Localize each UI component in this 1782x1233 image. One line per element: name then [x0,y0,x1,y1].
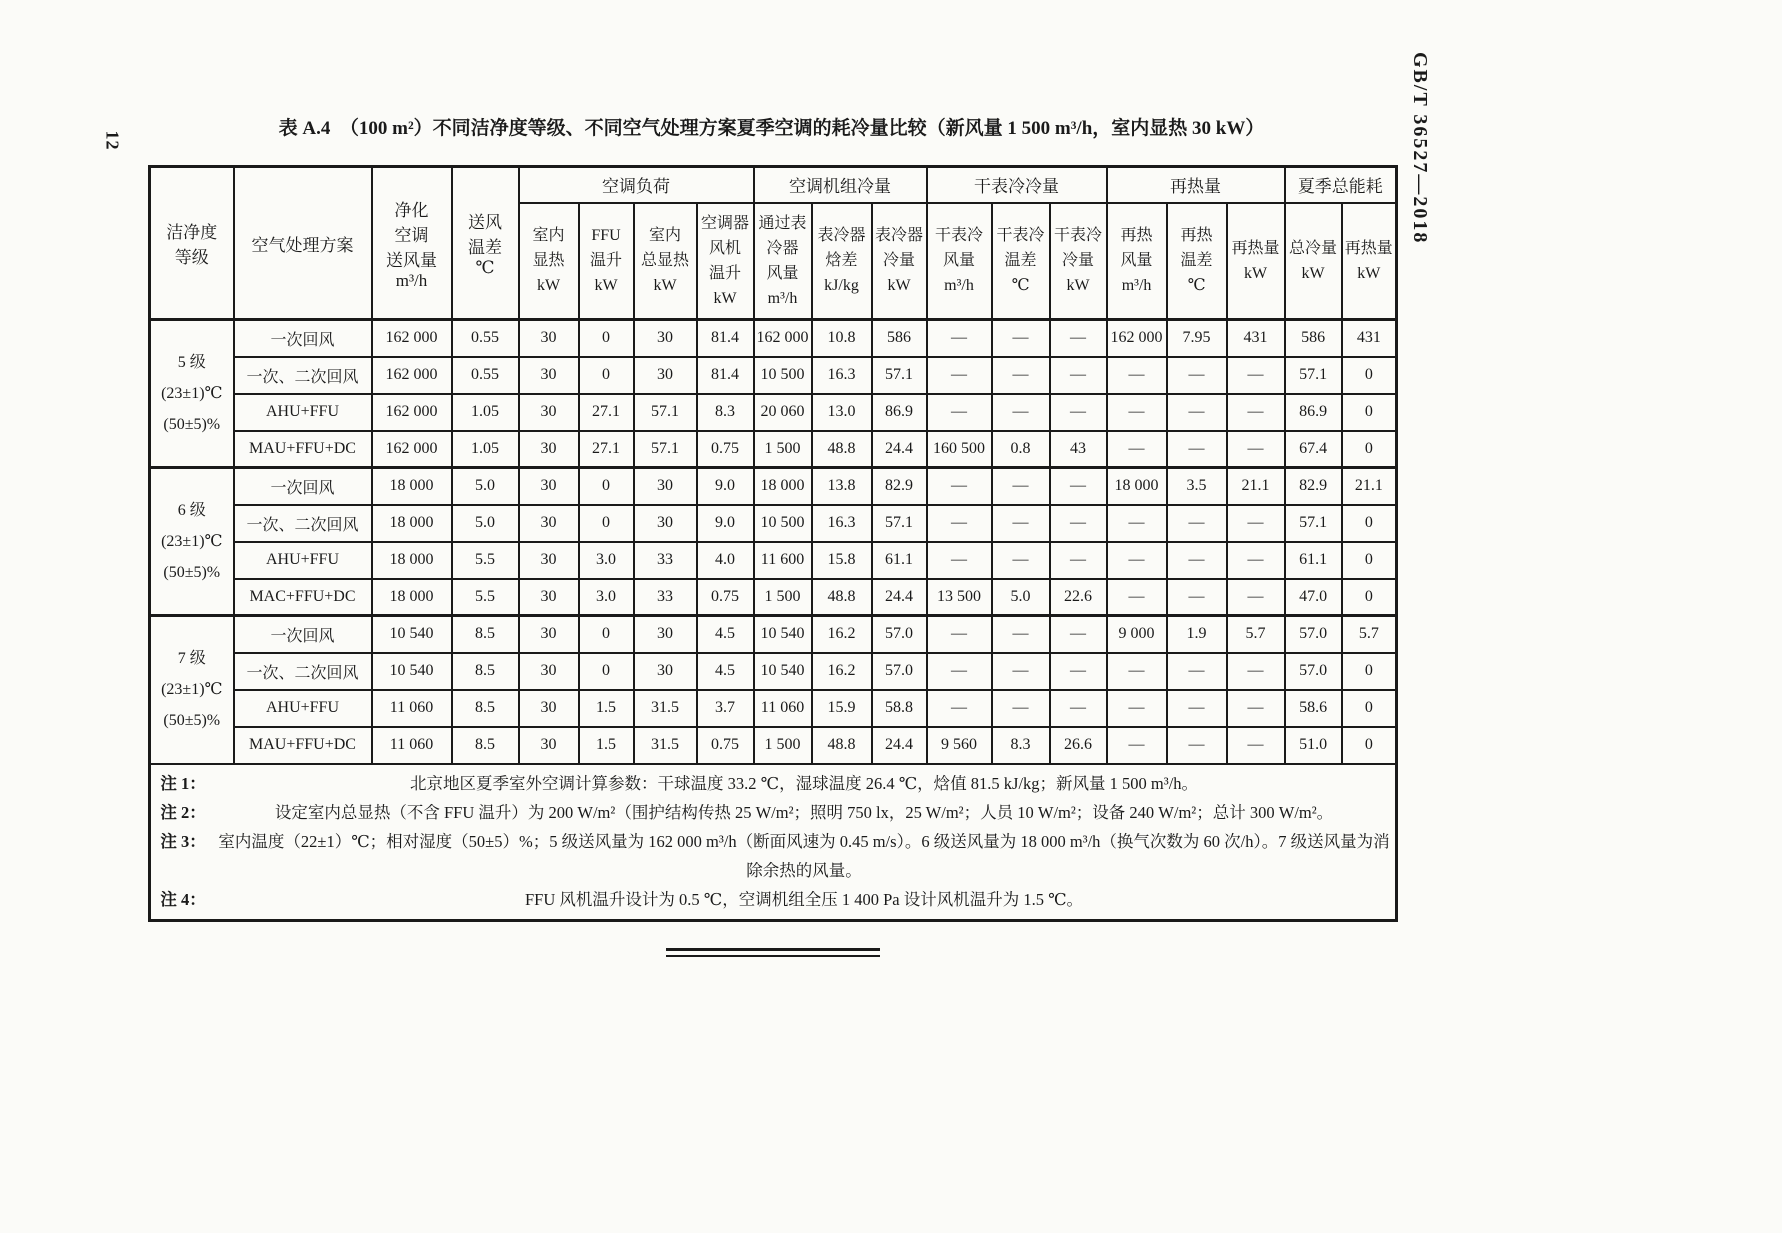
data-cell: 57.1 [634,394,697,431]
data-cell: 30 [519,579,579,616]
data-cell: — [927,468,992,505]
data-cell: — [1050,542,1107,579]
data-cell: 0 [1342,357,1397,394]
col-header-reheat-0: 再热 风量 m³/h [1107,203,1167,320]
data-cell: 16.3 [812,357,872,394]
data-cell: — [1050,616,1107,653]
data-cell: 0.55 [452,357,519,394]
data-cell: 33 [634,542,697,579]
data-cell: 5.0 [452,468,519,505]
data-cell: — [992,690,1050,727]
data-cell: 1 500 [754,579,812,616]
data-cell: — [992,320,1050,357]
data-cell: 15.9 [812,690,872,727]
data-cell: 9.0 [697,505,754,542]
data-cell: 15.8 [812,542,872,579]
note-3 [152,827,1394,885]
data-cell: 3.0 [579,542,634,579]
data-cell: 13.8 [812,468,872,505]
data-cell: 0.55 [452,320,519,357]
data-cell: 0.75 [697,431,754,468]
data-cell: 10 500 [754,357,812,394]
data-cell: — [927,357,992,394]
data-cell: 57.1 [634,431,697,468]
data-cell: 27.1 [579,431,634,468]
table-row [150,468,1397,505]
col-header-supply-air-volume: 净化 空调 送风量 m³/h [372,167,452,320]
data-cell: 57.0 [1285,653,1342,690]
data-cell: 10 540 [754,653,812,690]
data-cell: 3.0 [579,579,634,616]
data-cell: 86.9 [1285,394,1342,431]
page-number: 12 [102,130,123,151]
data-cell: 81.4 [697,357,754,394]
data-cell: 0 [579,320,634,357]
data-cell: 1.5 [579,727,634,764]
data-cell: — [992,653,1050,690]
data-cell: 30 [519,542,579,579]
col-header-ac-load-2: 室内 总显热 kW [634,203,697,320]
data-cell: 1 500 [754,431,812,468]
data-cell: 30 [519,357,579,394]
data-cell: — [1167,505,1227,542]
table-row [150,653,1397,690]
col-header-dry-coil-cooling-2: 干表冷 冷量 kW [1050,203,1107,320]
data-cell: 431 [1227,320,1285,357]
data-cell: — [1107,394,1167,431]
data-cell: 82.9 [1285,468,1342,505]
data-cell: — [927,616,992,653]
note-text: FFU 风机温升设计为 0.5 ℃，空调机组全压 1 400 Pa 设计风机温升为 1.5 ℃。 [525,890,1084,910]
data-cell: 162 000 [754,320,812,357]
data-cell: 30 [519,320,579,357]
note-2 [152,798,1394,827]
col-header-ahu-cooling-1: 表冷器 焓差 kJ/kg [812,203,872,320]
col-header-supply-temp-diff: 送风 温差 ℃ [452,167,519,320]
data-cell: 47.0 [1285,579,1342,616]
scheme-cell: AHU+FFU [234,542,372,579]
data-cell: 48.8 [812,727,872,764]
scheme-cell: 一次、二次回风 [234,505,372,542]
data-cell: 18 000 [372,579,452,616]
col-header-ahu-cooling-0: 通过表 冷器 风量 m³/h [754,203,812,320]
data-cell: 10 540 [372,616,452,653]
data-cell: 0 [1342,431,1397,468]
data-cell: — [1227,394,1285,431]
data-cell: — [1107,505,1167,542]
data-cell: — [1227,690,1285,727]
note-label: 注 1： [160,774,206,794]
data-cell: 30 [519,468,579,505]
data-cell: — [1167,394,1227,431]
data-cell: 48.8 [812,579,872,616]
data-cell: 9.0 [697,468,754,505]
data-cell: — [1050,690,1107,727]
data-cell: 8.5 [452,690,519,727]
data-cell: 0 [1342,394,1397,431]
table-row [150,431,1397,468]
data-cell: 0.8 [992,431,1050,468]
data-cell: 18 000 [372,468,452,505]
data-cell: 4.5 [697,653,754,690]
data-cell: 21.1 [1342,468,1397,505]
data-cell: 24.4 [872,431,927,468]
data-cell: — [992,505,1050,542]
group-header-ac-load: 空调负荷 [519,167,754,203]
data-cell: 0 [579,616,634,653]
note-label: 注 3： [160,832,206,852]
data-cell: 162 000 [372,320,452,357]
data-cell: 57.1 [1285,357,1342,394]
data-cell: 0 [579,468,634,505]
scheme-cell: MAC+FFU+DC [234,579,372,616]
data-cell: 61.1 [872,542,927,579]
data-cell: 0.75 [697,579,754,616]
data-cell: 8.5 [452,727,519,764]
col-header-ac-load-3: 空调器 风机 温升 kW [697,203,754,320]
data-cell: — [1227,505,1285,542]
data-cell: 0 [579,357,634,394]
data-cell: 57.1 [1285,505,1342,542]
table-row [150,727,1397,764]
col-header-air-scheme: 空气处理方案 [234,167,372,320]
data-cell: 20 060 [754,394,812,431]
data-cell: 18 000 [372,542,452,579]
data-cell: 8.5 [452,616,519,653]
note-text: 室内温度（22±1）℃；相对湿度（50±5）%；5 级送风量为 162 000 m³/h（断面风速为 0.45 m/s）。6 级送风量为 18 000 m³/h（换气次数为 60 次/h）。7 级送风量为消除余热的风量。 [218,832,1390,881]
data-cell: 0 [1342,727,1397,764]
data-cell: 0 [1342,690,1397,727]
data-cell: 4.0 [697,542,754,579]
data-cell: 30 [634,320,697,357]
data-cell: 160 500 [927,431,992,468]
data-cell: 10.8 [812,320,872,357]
data-cell: — [1050,394,1107,431]
data-cell: 30 [519,616,579,653]
data-cell: 48.8 [812,431,872,468]
data-cell: 22.6 [1050,579,1107,616]
col-header-summer-total-1: 再热量 kW [1342,203,1397,320]
data-cell: — [992,357,1050,394]
col-header-summer-total-0: 总冷量 kW [1285,203,1342,320]
group-header-reheat: 再热量 [1107,167,1285,203]
scheme-cell: MAU+FFU+DC [234,431,372,468]
data-cell: 30 [519,394,579,431]
data-cell: 30 [634,357,697,394]
data-cell: 8.5 [452,653,519,690]
data-cell: — [1107,653,1167,690]
data-cell: 4.5 [697,616,754,653]
data-cell: — [1050,653,1107,690]
data-cell: — [1167,542,1227,579]
data-cell: 30 [634,505,697,542]
data-cell: 30 [519,431,579,468]
data-cell: 7.95 [1167,320,1227,357]
data-cell: 1.9 [1167,616,1227,653]
class-label-class-5: 5 级 (23±1)℃ (50±5)% [150,320,234,468]
data-cell: 18 000 [372,505,452,542]
data-cell: 81.4 [697,320,754,357]
data-cell: 26.6 [1050,727,1107,764]
data-cell: 27.1 [579,394,634,431]
data-cell: — [992,616,1050,653]
data-cell: 86.9 [872,394,927,431]
table-row [150,690,1397,727]
data-cell: 16.3 [812,505,872,542]
data-cell: 30 [519,727,579,764]
col-header-ahu-cooling-2: 表冷器 冷量 kW [872,203,927,320]
data-cell: — [1227,727,1285,764]
data-cell: — [992,394,1050,431]
data-cell: — [927,690,992,727]
table-row [150,505,1397,542]
table-row [150,320,1397,357]
data-cell: 0 [579,505,634,542]
data-cell: — [1107,431,1167,468]
table-row [150,394,1397,431]
data-cell: 0 [1342,579,1397,616]
note-4 [152,885,1394,914]
data-cell: 61.1 [1285,542,1342,579]
data-cell: 57.0 [872,616,927,653]
data-cell: 18 000 [1107,468,1167,505]
note-label: 注 4： [160,890,206,910]
scheme-cell: AHU+FFU [234,690,372,727]
data-cell: 0 [1342,542,1397,579]
scheme-cell: 一次回风 [234,468,372,505]
data-cell: 67.4 [1285,431,1342,468]
table-title: 表 A.4 （100 m²）不同洁净度等级、不同空气处理方案夏季空调的耗冷量比较（新风量 1 500 m³/h，室内显热 30 kW） [278,118,1265,139]
data-cell: 11 060 [372,727,452,764]
table-row [150,616,1397,653]
data-cell: 18 000 [754,468,812,505]
data-cell: 5.7 [1227,616,1285,653]
col-header-dry-coil-cooling-0: 干表冷 风量 m³/h [927,203,992,320]
data-cell: 57.1 [872,505,927,542]
data-cell: — [1050,357,1107,394]
data-cell: 30 [634,616,697,653]
data-cell: 9 560 [927,727,992,764]
data-cell: 31.5 [634,727,697,764]
data-cell: — [1050,505,1107,542]
data-cell: 11 600 [754,542,812,579]
data-cell: 8.3 [697,394,754,431]
data-cell: — [1227,542,1285,579]
data-cell: 5.5 [452,542,519,579]
data-cell: 586 [1285,320,1342,357]
data-cell: — [1167,690,1227,727]
data-cell: 5.0 [992,579,1050,616]
note-text: 设定室内总显热（不含 FFU 温升）为 200 W/m²（围护结构传热 25 W/m²；照明 750 lx，25 W/m²；人员 10 W/m²；设备 240 W/m²；总计 300 W/m²。 [274,803,1334,823]
note-text: 北京地区夏季室外空调计算参数：干球温度 33.2 ℃，湿球温度 26.4 ℃，焓值 81.5 kJ/kg；新风量 1 500 m³/h。 [410,774,1199,794]
data-cell: 431 [1342,320,1397,357]
data-cell: — [1227,431,1285,468]
scheme-cell: 一次回风 [234,320,372,357]
data-cell: — [1167,727,1227,764]
end-of-document-rule [666,948,880,957]
data-cell: — [1227,653,1285,690]
col-header-dry-coil-cooling-1: 干表冷 温差 ℃ [992,203,1050,320]
scheme-cell: 一次、二次回风 [234,653,372,690]
data-cell: 30 [519,653,579,690]
data-cell: 58.8 [872,690,927,727]
data-cell: 1 500 [754,727,812,764]
data-cell: — [1107,357,1167,394]
data-cell: 13.0 [812,394,872,431]
data-cell: 31.5 [634,690,697,727]
scheme-cell: MAU+FFU+DC [234,727,372,764]
data-cell: — [1107,727,1167,764]
scheme-cell: 一次回风 [234,616,372,653]
group-header-summer-total: 夏季总能耗 [1285,167,1397,203]
data-cell: 57.1 [872,357,927,394]
data-cell: — [1167,357,1227,394]
scheme-cell: AHU+FFU [234,394,372,431]
data-cell: 30 [634,653,697,690]
data-cell: 5.5 [452,579,519,616]
data-cell: 0.75 [697,727,754,764]
data-cell: 82.9 [872,468,927,505]
data-cell: 21.1 [1227,468,1285,505]
group-header-dry-coil-cooling: 干表冷冷量 [927,167,1107,203]
data-cell: 11 060 [372,690,452,727]
data-cell: — [927,320,992,357]
class-label-class-6: 6 级 (23±1)℃ (50±5)% [150,468,234,616]
data-cell: — [1107,579,1167,616]
data-cell: 10 540 [372,653,452,690]
data-cell: 57.0 [872,653,927,690]
data-cell: 30 [519,690,579,727]
data-cell: 51.0 [1285,727,1342,764]
group-header-ahu-cooling: 空调机组冷量 [754,167,927,203]
data-cell: — [1227,357,1285,394]
data-cell: 10 540 [754,616,812,653]
data-cell: 13 500 [927,579,992,616]
data-cell: 58.6 [1285,690,1342,727]
data-cell: — [1167,653,1227,690]
data-cell: 30 [519,505,579,542]
data-cell: — [927,394,992,431]
data-cell: 43 [1050,431,1107,468]
data-cell: — [1107,690,1167,727]
data-cell: 3.7 [697,690,754,727]
data-cell: 162 000 [372,431,452,468]
col-header-ac-load-1: FFU 温升 kW [579,203,634,320]
data-cell: 5.0 [452,505,519,542]
data-cell: — [1167,579,1227,616]
data-cell: 0 [1342,653,1397,690]
data-cell: 24.4 [872,727,927,764]
data-cell: 8.3 [992,727,1050,764]
data-cell: — [1050,320,1107,357]
data-cell: 162 000 [372,357,452,394]
data-cell: 33 [634,579,697,616]
data-cell: — [992,542,1050,579]
data-cell: 0 [579,653,634,690]
scheme-cell: 一次、二次回风 [234,357,372,394]
data-cell: — [927,542,992,579]
col-header-reheat-2: 再热量 kW [1227,203,1285,320]
data-cell: — [927,653,992,690]
data-cell: — [1167,431,1227,468]
notes-cell [150,764,1397,921]
data-cell: 3.5 [1167,468,1227,505]
note-label: 注 2： [160,803,206,823]
data-cell: 11 060 [754,690,812,727]
data-cell: 1.05 [452,431,519,468]
col-header-cleanliness-class: 洁净度 等级 [150,167,234,320]
data-cell: 30 [634,468,697,505]
table-row [150,579,1397,616]
data-cell: 57.0 [1285,616,1342,653]
data-cell: 1.5 [579,690,634,727]
data-cell: 162 000 [1107,320,1167,357]
data-cell: 16.2 [812,616,872,653]
data-cell: 24.4 [872,579,927,616]
data-cell: — [1227,579,1285,616]
data-cell: 9 000 [1107,616,1167,653]
data-cell: 1.05 [452,394,519,431]
col-header-ac-load-0: 室内 显热 kW [519,203,579,320]
data-cell: — [927,505,992,542]
comparison-table [148,165,1398,922]
col-header-reheat-1: 再热 温差 ℃ [1167,203,1227,320]
table-row [150,357,1397,394]
data-cell: 162 000 [372,394,452,431]
class-label-class-7: 7 级 (23±1)℃ (50±5)% [150,616,234,764]
data-cell: 0 [1342,505,1397,542]
data-cell: — [992,468,1050,505]
data-cell: — [1107,542,1167,579]
data-cell: 586 [872,320,927,357]
data-cell: 5.7 [1342,616,1397,653]
data-cell: 16.2 [812,653,872,690]
table-row [150,542,1397,579]
note-1 [152,769,1394,798]
standard-code: GB/T 36527—2018 [1409,52,1431,245]
data-cell: 10 500 [754,505,812,542]
data-cell: — [1050,468,1107,505]
